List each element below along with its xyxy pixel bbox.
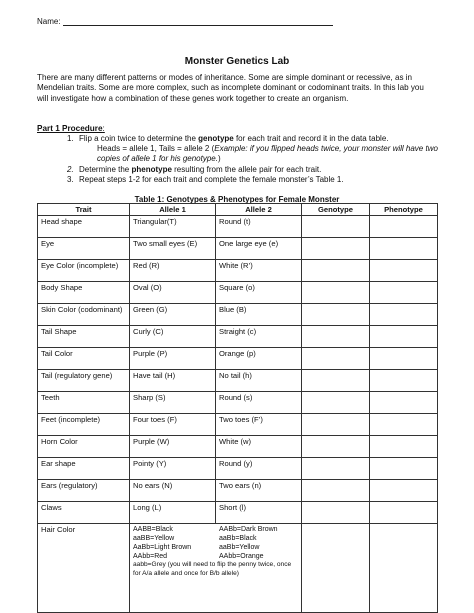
header-allele-2: Allele 2	[216, 204, 302, 216]
allele-1-cell: Two small eyes (E)	[130, 238, 216, 260]
genotype-cell[interactable]	[302, 282, 370, 304]
genotype-cell[interactable]	[302, 458, 370, 480]
genotype-table	[37, 203, 438, 613]
genotype-cell[interactable]	[302, 502, 370, 524]
trait-cell: Tail (regulatory gene)	[38, 370, 130, 392]
allele-1-cell: Sharp (S)	[130, 392, 216, 414]
step-2-text-b: resulting from the allele pair for each trait.	[171, 164, 322, 174]
table-row	[38, 260, 438, 282]
allele-2-cell: Two toes (F’)	[216, 414, 302, 436]
trait-cell: Claws	[38, 502, 130, 524]
allele-2-cell: Round (y)	[216, 458, 302, 480]
allele-2-cell: Orange (p)	[216, 348, 302, 370]
step-1-sub-b: )	[217, 154, 221, 164]
allele-2-cell: Square (o)	[216, 282, 302, 304]
genotype-cell[interactable]	[302, 304, 370, 326]
allele-2-cell: Blue (B)	[216, 304, 302, 326]
table-row	[38, 502, 438, 524]
phenotype-cell[interactable]	[370, 282, 438, 304]
table-body	[38, 216, 438, 613]
hair-note: aabb=Grey (you will need to flip the penny twice, once for A/a allele and once for B/b allele)	[133, 561, 292, 577]
step-1	[67, 134, 447, 144]
hair-combo: aaBb=Yellow	[219, 544, 260, 551]
phenotype-cell[interactable]	[370, 304, 438, 326]
hair-combo: AaBb=Light Brown	[133, 544, 192, 551]
trait-cell: Body Shape	[38, 282, 130, 304]
step-2-number: 2.	[67, 164, 74, 174]
allele-2-cell: No tail (h)	[216, 370, 302, 392]
table-row-hair-color	[38, 524, 438, 613]
trait-cell: Head shape	[38, 216, 130, 238]
allele-2-cell: Two ears (n)	[216, 480, 302, 502]
trait-cell: Eye Color (incomplete)	[38, 260, 130, 282]
allele-1-cell: Long (L)	[130, 502, 216, 524]
allele-1-cell: Red (R)	[130, 260, 216, 282]
phenotype-cell[interactable]	[370, 238, 438, 260]
phenotype-cell[interactable]	[370, 458, 438, 480]
trait-cell: Teeth	[38, 392, 130, 414]
hair-combo: AABB=Black	[133, 526, 173, 533]
step-1-number: 1.	[67, 134, 74, 143]
hair-alleles-cell	[130, 524, 302, 613]
table-row	[38, 304, 438, 326]
genotype-cell[interactable]	[302, 414, 370, 436]
procedure-heading-colon: :	[102, 124, 105, 133]
step-2-text-a: Determine the	[79, 164, 132, 174]
genotype-cell[interactable]	[302, 370, 370, 392]
page-title: Monster Genetics Lab	[184, 56, 290, 67]
step-1-bold: genotype	[198, 134, 234, 143]
trait-cell: Tail Shape	[38, 326, 130, 348]
trait-cell: Ear shape	[38, 458, 130, 480]
step-3-text: Repeat steps 1-2 for each trait and complete the female monster’s Table 1.	[79, 174, 344, 184]
allele-2-cell: Round (s)	[216, 392, 302, 414]
trait-cell: Eye	[38, 238, 130, 260]
allele-1-cell: No ears (N)	[130, 480, 216, 502]
header-trait: Trait	[38, 204, 130, 216]
trait-cell: Skin Color (codominant)	[38, 304, 130, 326]
allele-1-cell: Purple (W)	[130, 436, 216, 458]
allele-1-cell: Purple (P)	[130, 348, 216, 370]
allele-2-cell: Straight (c)	[216, 326, 302, 348]
hair-combo: AAbb=Red	[133, 553, 168, 560]
allele-2-cell: White (R’)	[216, 260, 302, 282]
genotype-cell[interactable]	[302, 216, 370, 238]
genotype-cell[interactable]	[302, 326, 370, 348]
table-row	[38, 238, 438, 260]
hair-combo: AABb=Dark Brown	[219, 526, 278, 533]
trait-cell: Tail Color	[38, 348, 130, 370]
allele-1-cell: Oval (O)	[130, 282, 216, 304]
table-row	[38, 282, 438, 304]
phenotype-cell[interactable]	[370, 392, 438, 414]
procedure-heading	[37, 124, 105, 133]
table-row	[38, 458, 438, 480]
allele-2-cell: Round (t)	[216, 216, 302, 238]
allele-1-cell: Triangular(T)	[130, 216, 216, 238]
table-row	[38, 392, 438, 414]
phenotype-cell[interactable]	[370, 370, 438, 392]
step-3	[67, 175, 447, 185]
hair-combo: aaBB=Yellow	[133, 535, 175, 542]
step-3-number: 3.	[67, 174, 74, 184]
name-label: Name:	[37, 17, 61, 26]
name-blank-line[interactable]	[63, 16, 333, 26]
phenotype-cell[interactable]	[370, 436, 438, 458]
step-1-text-a: Flip a coin twice to determine the	[79, 134, 199, 143]
hair-genotype-cell[interactable]	[302, 524, 370, 613]
phenotype-cell[interactable]	[370, 260, 438, 282]
header-allele-1: Allele 1	[130, 204, 216, 216]
genotype-cell[interactable]	[302, 238, 370, 260]
allele-1-cell: Pointy (Y)	[130, 458, 216, 480]
table-row	[38, 348, 438, 370]
step-2-bold: phenotype	[131, 164, 172, 174]
genotype-cell[interactable]	[302, 436, 370, 458]
step-1-sub-italic: Example: if you flipped heads twice, your monster will have two copies of allele 1 for his genotype.	[97, 144, 438, 164]
trait-cell: Ears (regulatory)	[38, 480, 130, 502]
hair-combo: AAbb=Orange	[219, 553, 264, 560]
procedure-steps	[67, 134, 447, 185]
phenotype-cell[interactable]	[370, 414, 438, 436]
phenotype-cell[interactable]	[370, 348, 438, 370]
allele-2-cell: White (w)	[216, 436, 302, 458]
genotype-cell[interactable]	[302, 260, 370, 282]
table-row	[38, 436, 438, 458]
phenotype-cell[interactable]	[370, 326, 438, 348]
header-genotype: Genotype	[302, 204, 370, 216]
hair-combo: aaBb=Black	[219, 535, 257, 542]
table-caption: Table 1: Genotypes & Phenotypes for Female Monster	[134, 195, 340, 204]
header-phenotype: Phenotype	[370, 204, 438, 216]
table-row	[38, 370, 438, 392]
step-1-sub-a: Heads = allele 1, Tails = allele 2 (	[97, 144, 215, 154]
allele-1-cell: Curly (C)	[130, 326, 216, 348]
allele-2-cell: One large eye (e)	[216, 238, 302, 260]
trait-cell: Horn Color	[38, 436, 130, 458]
phenotype-cell[interactable]	[370, 480, 438, 502]
table-header-row	[38, 204, 438, 216]
phenotype-cell[interactable]	[370, 216, 438, 238]
allele-2-cell: Short (l)	[216, 502, 302, 524]
hair-trait-cell: Hair Color	[38, 524, 130, 613]
genotype-cell[interactable]	[302, 392, 370, 414]
hair-combo-grid	[133, 525, 298, 561]
phenotype-cell[interactable]	[370, 502, 438, 524]
intro-paragraph	[37, 73, 437, 104]
hair-phenotype-cell[interactable]	[370, 524, 438, 613]
genotype-cell[interactable]	[302, 480, 370, 502]
allele-1-cell: Green (G)	[130, 304, 216, 326]
procedure-heading-text: Part 1 Procedure	[37, 124, 103, 133]
step-2	[67, 165, 447, 175]
genotype-cell[interactable]	[302, 348, 370, 370]
step-1-sub	[67, 144, 447, 164]
trait-cell: Feet (incomplete)	[38, 414, 130, 436]
table-row	[38, 414, 438, 436]
intro-text: There are many different patterns or modes of inheritance. Some are simple dominant or recessive, as in Mendelian traits. Some are more complex, such as incomplete dominant or codominant traits. In this lab you will investigate how a combination of these genes work together to create an organism.	[37, 73, 424, 103]
table-row	[38, 480, 438, 502]
step-1-text-b: for each trait and record it in the data table.	[233, 134, 389, 143]
allele-1-cell: Four toes (F)	[130, 414, 216, 436]
name-field-row	[37, 16, 333, 26]
table-row	[38, 326, 438, 348]
allele-1-cell: Have tail (H)	[130, 370, 216, 392]
table-row	[38, 216, 438, 238]
